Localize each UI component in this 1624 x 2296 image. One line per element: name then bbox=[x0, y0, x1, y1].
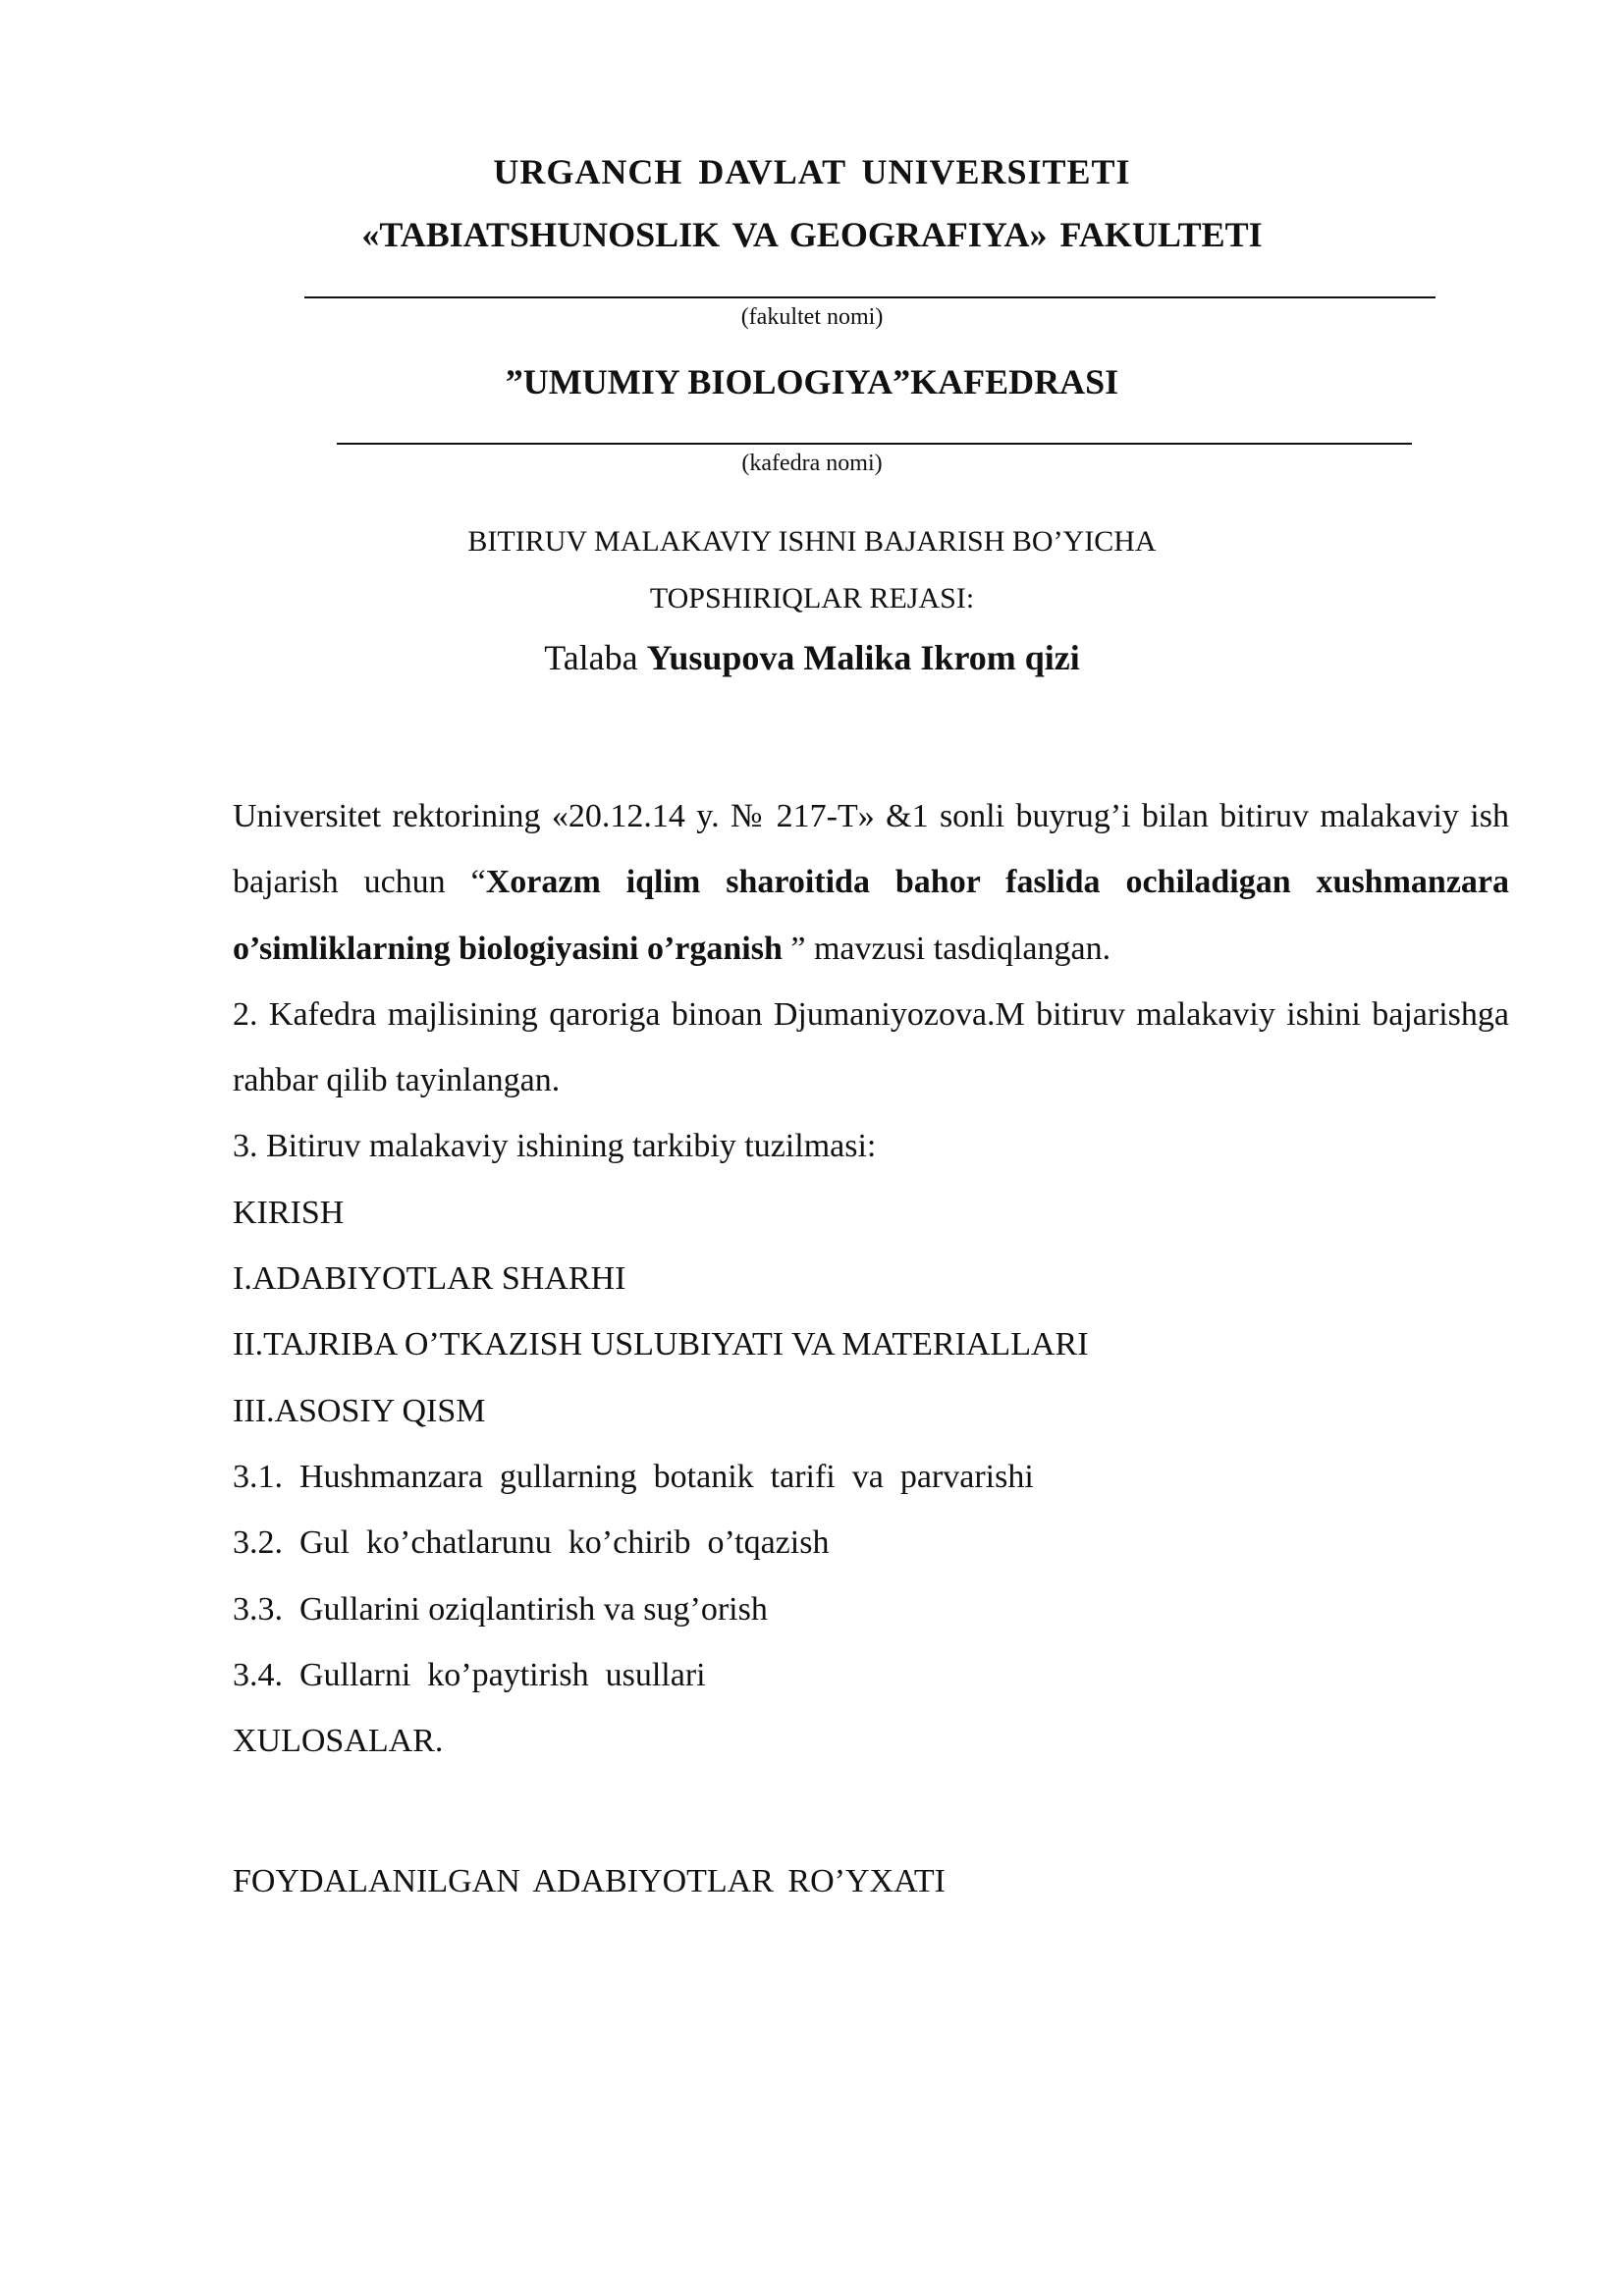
faculty-underline bbox=[304, 296, 1435, 298]
faculty-caption: (fakultet nomi) bbox=[740, 304, 884, 330]
references-heading: FOYDALANILGAN ADABIYOTLAR RO’YXATI bbox=[233, 1863, 946, 1899]
structure-item: III.ASOSIY QISM bbox=[233, 1392, 486, 1429]
approval-text-start: Universitet rektorining «20.12.14 y. № 217-T» &1 sonli buyrug’i bilan bitiruv malakaviy ish bajarish uchun “ bbox=[233, 798, 1509, 901]
faculty-name: «TABIATSHUNOSLIK VA GEOGRAFIYA» FAKULTETI bbox=[361, 215, 1263, 254]
structure-item: I.ADABIYOTLAR SHARHI bbox=[233, 1260, 626, 1298]
plan-title-line-2: TOPSHIRIQLAR REJASI: bbox=[649, 582, 975, 614]
structure-item: XULOSALAR. bbox=[233, 1723, 444, 1760]
structure-item: 3.4. Gullarni ko’paytirish usullari bbox=[233, 1656, 706, 1693]
structure-item: KIRISH bbox=[233, 1194, 345, 1231]
document-body bbox=[233, 783, 1509, 1774]
paragraph-structure-intro: 3. Bitiruv malakaviy ishining tarkibiy tuzilmasi: bbox=[233, 1128, 877, 1165]
structure-item: 3.3. Gullarini oziqlantirish va sug’orish bbox=[233, 1590, 768, 1628]
department-underline bbox=[337, 443, 1412, 445]
plan-title-line-1: BITIRUV MALAKAVIY ISHNI BAJARISH BO’YICHA bbox=[467, 525, 1157, 558]
department-name: ”UMUMIY BIOLOGIYA”KAFEDRASI bbox=[505, 362, 1119, 401]
paragraph-supervisor: 2. Kafedra majlisining qaroriga binoan Djumaniyozova.M bitiruv malakaviy ishini bajarishga rahbar qilib tayinlangan. bbox=[233, 995, 1509, 1099]
department-caption: (kafedra nomi) bbox=[741, 451, 883, 476]
structure-item: 3.2. Gul ko’chatlarunu ko’chirib o’tqazish bbox=[233, 1524, 830, 1562]
student-name: Yusupova Malika Ikrom qizi bbox=[646, 638, 1080, 677]
student-prefix: Talaba bbox=[544, 638, 638, 677]
approval-text-end: ” mavzusi tasdiqlangan. bbox=[782, 930, 1111, 967]
paragraph-approval bbox=[233, 783, 1509, 982]
student-line bbox=[0, 637, 1624, 678]
structure-item: 3.1. Hushmanzara gullarning botanik tarifi va parvarishi bbox=[233, 1458, 1034, 1495]
thesis-topic: Xorazm iqlim sharoitida bahor faslida ochiladigan xushmanzara o’simliklarning biologiyasini o’rganish bbox=[233, 864, 1510, 967]
university-name: URGANCH DAVLAT UNIVERSITETI bbox=[493, 152, 1131, 191]
structure-item: II.TAJRIBA O’TKAZISH USLUBIYATI VA MATERIALLARI bbox=[233, 1326, 1089, 1363]
